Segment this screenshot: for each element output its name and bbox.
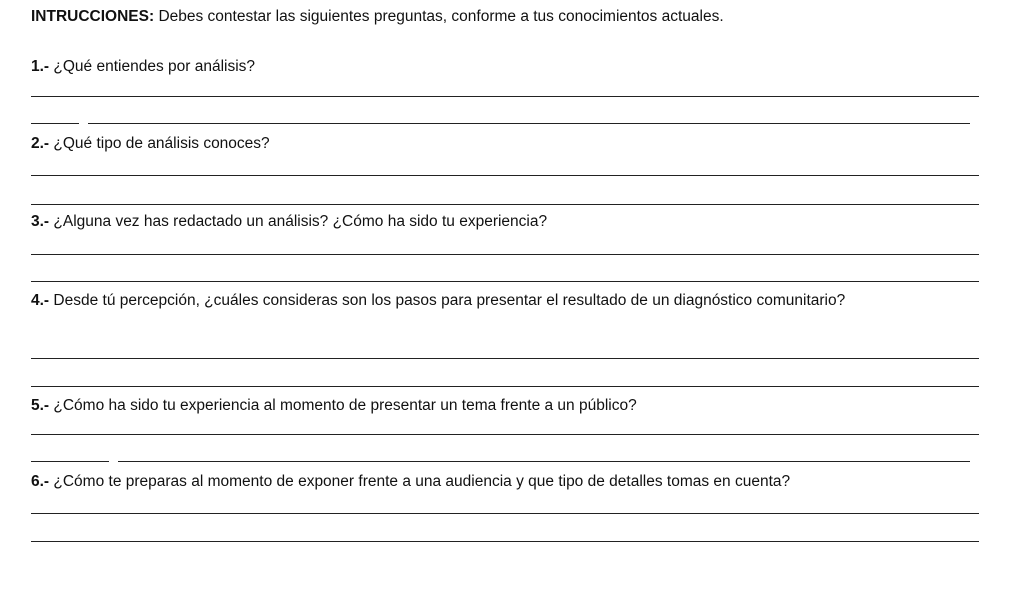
answer-line-5b-short[interactable] [31,461,109,462]
instructions-label: INTRUCCIONES: [31,8,155,25]
question-3-text: ¿Alguna vez has redactado un análisis? ¿Cómo ha sido tu experiencia? [49,213,548,230]
question-6 [31,472,790,492]
answer-line-3b[interactable] [31,281,979,282]
answer-line-1a[interactable] [31,96,979,97]
answer-line-1b-short[interactable] [31,123,79,124]
question-5-text: ¿Cómo ha sido tu experiencia al momento de presentar un tema frente a un público? [49,397,637,414]
question-4-number: 4.- [31,292,50,309]
question-1-number: 1.- [31,58,50,75]
instructions-text: Debes contestar las siguientes preguntas, conforme a tus conocimientos actuales. [154,8,724,25]
question-6-text: ¿Cómo te preparas al momento de exponer frente a una audiencia y que tipo de detalles tomas en cuenta? [49,473,791,490]
answer-line-4b[interactable] [31,386,979,387]
answer-line-6b[interactable] [31,541,979,542]
question-3 [31,212,547,232]
question-5-number: 5.- [31,397,50,414]
question-1-text: ¿Qué entiendes por análisis? [49,58,256,75]
question-5 [31,396,637,416]
answer-line-5a[interactable] [31,434,979,435]
answer-line-2a[interactable] [31,175,979,176]
answer-line-2b[interactable] [31,204,979,205]
answer-line-5b[interactable] [118,461,970,462]
question-2-text: ¿Qué tipo de análisis conoces? [49,135,270,152]
question-6-number: 6.- [31,473,50,490]
question-4 [31,290,981,312]
answer-line-3a[interactable] [31,254,979,255]
question-1 [31,57,255,77]
question-2 [31,134,270,154]
answer-line-6a[interactable] [31,513,979,514]
question-2-number: 2.- [31,135,50,152]
instructions [31,7,724,27]
answer-line-4a[interactable] [31,358,979,359]
question-4-text: Desde tú percepción, ¿cuáles consideras son los pasos para presentar el resultado de un diagnóstico comunitario? [49,292,846,309]
answer-line-1b[interactable] [88,123,970,124]
question-3-number: 3.- [31,213,50,230]
